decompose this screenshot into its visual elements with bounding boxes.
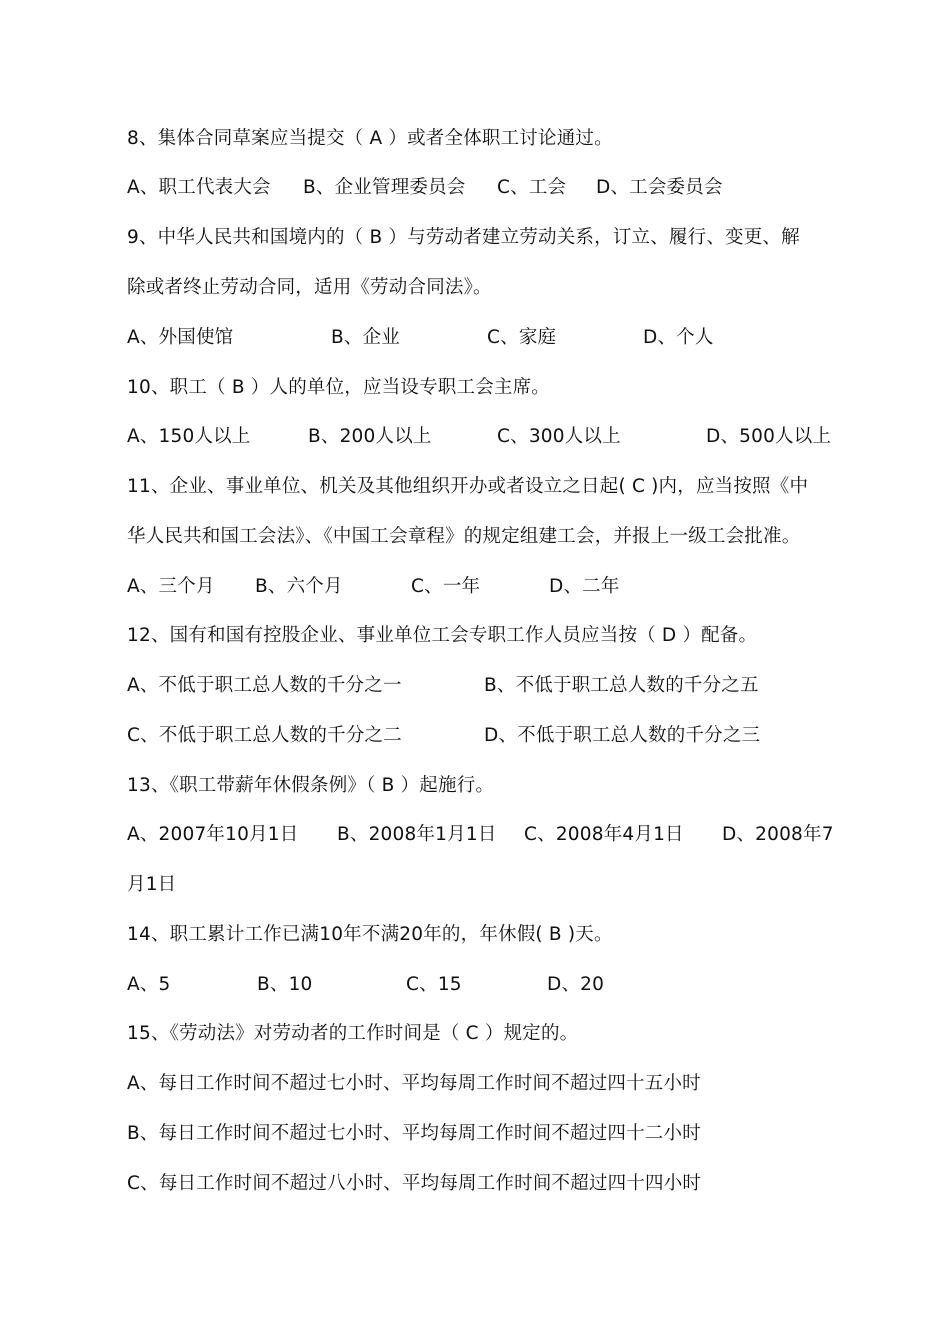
option-a: A、2007年10月1日 xyxy=(127,824,299,845)
option-a: A、150人以上 xyxy=(127,426,251,447)
option-c: C、300人以上 xyxy=(497,426,621,447)
question-15-stem: 15、《劳动法》对劳动者的工作时间是（ C ）规定的。 xyxy=(127,1023,579,1044)
option-a: A、5 xyxy=(127,974,171,995)
question-15-option-b: B、每日工作时间不超过七小时、平均每周工作时间不超过四十二小时 xyxy=(127,1123,701,1144)
option-d: D、20 xyxy=(547,974,605,995)
option-d: D、500人以上 xyxy=(706,426,832,447)
question-12-options-row-1 xyxy=(127,673,847,699)
question-13-options xyxy=(127,822,847,848)
option-a: A、职工代表大会 xyxy=(127,177,271,198)
question-12-stem: 12、国有和国有控股企业、事业单位工会专职工作人员应当按（ D ）配备。 xyxy=(127,625,758,646)
option-c: C、2008年4月1日 xyxy=(524,824,684,845)
option-d: D、不低于职工总人数的千分之三 xyxy=(484,725,761,746)
question-12-options-row-2 xyxy=(127,723,847,749)
option-c: C、工会 xyxy=(497,177,567,198)
option-d: D、二年 xyxy=(549,576,620,597)
option-d: D、2008年7 xyxy=(722,824,834,845)
question-11-stem-line-2: 华人民共和国工会法》、《中国工会章程》的规定组建工会，并报上一级工会批准。 xyxy=(127,526,801,547)
question-14-options xyxy=(127,972,847,998)
question-9-stem-line-1: 9、中华人民共和国境内的（ B ）与劳动者建立劳动关系，订立、履行、变更、解 xyxy=(127,227,800,248)
question-13-stem: 13、《职工带薪年休假条例》（ B ）起施行。 xyxy=(127,775,495,796)
question-11-options xyxy=(127,574,847,600)
question-15-option-c: C、每日工作时间不超过八小时、平均每周工作时间不超过四十四小时 xyxy=(127,1173,702,1194)
option-c: C、家庭 xyxy=(487,327,557,348)
option-c: C、15 xyxy=(406,974,462,995)
question-8-stem: 8、集体合同草案应当提交（ A ）或者全体职工讨论通过。 xyxy=(127,128,613,149)
question-9-options xyxy=(127,325,847,351)
option-d: D、个人 xyxy=(643,327,714,348)
question-10-stem: 10、职工（ B ）人的单位，应当设专职工会主席。 xyxy=(127,377,550,398)
question-14-stem: 14、职工累计工作已满10年不满20年的，年休假( B )天。 xyxy=(127,924,613,945)
option-a: A、不低于职工总人数的千分之一 xyxy=(127,675,402,696)
question-13-option-continuation: 月1日 xyxy=(127,874,177,895)
option-b: B、不低于职工总人数的千分之五 xyxy=(484,675,759,696)
question-15-option-a: A、每日工作时间不超过七小时、平均每周工作时间不超过四十五小时 xyxy=(127,1073,701,1094)
option-a: A、三个月 xyxy=(127,576,215,597)
option-b: B、六个月 xyxy=(255,576,343,597)
option-b: B、200人以上 xyxy=(308,426,432,447)
question-9-stem-line-2: 除或者终止劳动合同，适用《劳动合同法》。 xyxy=(127,277,492,298)
option-b: B、企业 xyxy=(331,327,400,348)
question-10-options xyxy=(127,424,847,450)
question-11-stem-line-1: 11、企业、事业单位、机关及其他组织开办或者设立之日起( C )内，应当按照《中 xyxy=(127,476,809,497)
option-a: A、外国使馆 xyxy=(127,327,234,348)
option-c: C、一年 xyxy=(411,576,481,597)
option-b: B、10 xyxy=(257,974,313,995)
option-b: B、企业管理委员会 xyxy=(303,177,466,198)
option-b: B、2008年1月1日 xyxy=(337,824,497,845)
option-c: C、不低于职工总人数的千分之二 xyxy=(127,725,402,746)
option-d: D、工会委员会 xyxy=(596,177,723,198)
question-8-options xyxy=(127,175,847,201)
